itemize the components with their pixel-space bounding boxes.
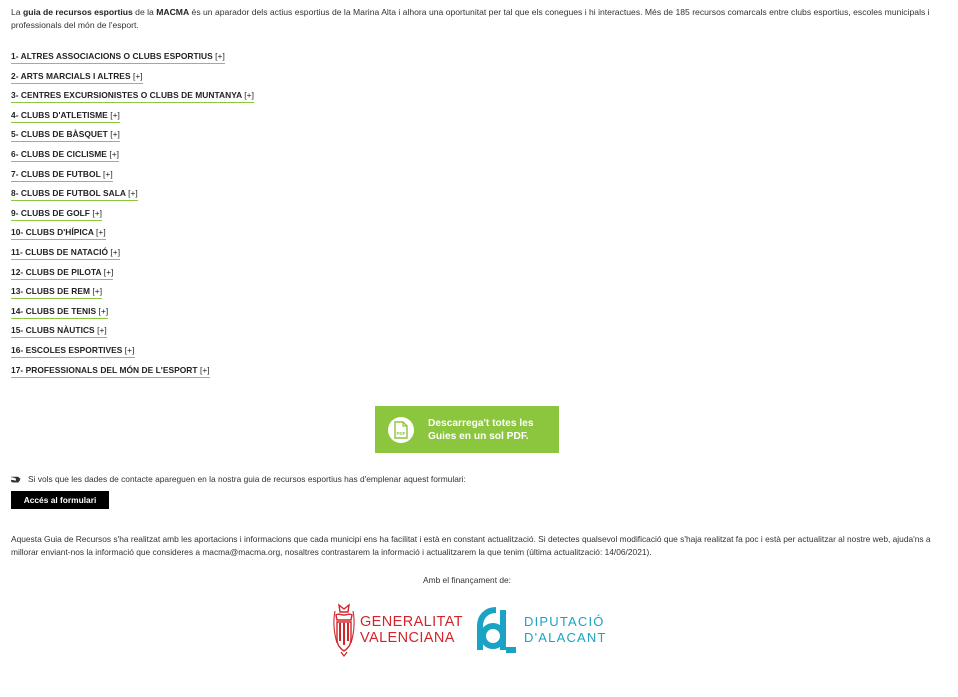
form-access-button[interactable]: Accés al formulari (11, 491, 109, 509)
expand-toggle[interactable]: [+] (103, 266, 114, 277)
category-item (11, 110, 254, 130)
footer-note: Aquesta Guia de Recursos s'ha realitzat amb les aportacions i informacions que cada municipi ens ha facilitat i està en constant actualització. Si detectes qualsevol modificació que s'haja realitzat fa poc i està per actualitzar al nostre web, ajuda'ns a millorar enviant-nos la informació que consideres a macma@macma.org, nosaltres contrastarem la informació i actualitzarem la que tenim (última actualització: 14/06/2021). (11, 534, 931, 557)
category-item (11, 188, 254, 208)
category-label: 8- CLUBS DE FUTBOL SALA (11, 188, 126, 199)
category-label: 14- CLUBS DE TENIS (11, 305, 97, 316)
category-link[interactable] (11, 365, 210, 378)
pointing-hand-icon (11, 475, 22, 483)
expand-toggle[interactable]: [+] (92, 207, 103, 218)
category-link[interactable] (11, 306, 108, 319)
category-label: 6- CLUBS DE CICLISME (11, 148, 107, 159)
generalitat-valenciana-logo (333, 603, 463, 657)
category-link[interactable] (11, 267, 113, 280)
category-link[interactable] (11, 110, 120, 123)
expand-toggle[interactable]: [+] (96, 227, 106, 238)
intro-guide-name: guia de recursos esportius (22, 7, 133, 17)
category-label: 11- CLUBS DE NATACIÓ (11, 246, 109, 257)
category-item (11, 129, 254, 149)
category-item (11, 90, 254, 110)
expand-toggle[interactable]: [+] (110, 129, 120, 140)
category-link[interactable] (11, 188, 138, 201)
category-label: 12- CLUBS DE PILOTA (11, 266, 102, 277)
pdf-document-icon (388, 417, 414, 443)
category-item (11, 365, 254, 385)
category-link[interactable] (11, 286, 102, 299)
category-link[interactable] (11, 227, 106, 240)
category-link[interactable] (11, 325, 107, 338)
category-label: 17- PROFESSIONALS DEL MÓN DE L'ESPORT (11, 364, 198, 375)
svg-text:PDF: PDF (396, 430, 406, 436)
category-item (11, 267, 254, 287)
expand-toggle[interactable]: [+] (110, 246, 121, 257)
category-label: 2- ARTS MARCIALS I ALTRES (11, 70, 131, 81)
diputacio-alacant-logo (476, 606, 607, 654)
category-item (11, 71, 254, 91)
category-link[interactable] (11, 90, 254, 103)
category-link[interactable] (11, 169, 113, 182)
category-link[interactable] (11, 51, 225, 64)
category-link[interactable] (11, 129, 120, 142)
category-label: 15- CLUBS NÀUTICS (11, 325, 95, 336)
category-link[interactable] (11, 71, 143, 84)
category-link[interactable] (11, 149, 119, 162)
category-label: 9- CLUBS DE GOLF (11, 207, 90, 218)
expand-toggle[interactable]: [+] (97, 325, 107, 336)
category-label: 13- CLUBS DE REM (11, 286, 90, 297)
download-pdf-button[interactable] (375, 406, 559, 453)
expand-toggle[interactable]: [+] (98, 305, 109, 316)
expand-toggle[interactable]: [+] (244, 90, 254, 101)
expand-toggle[interactable]: [+] (109, 148, 120, 159)
generalitat-valenciana-emblem-icon (333, 603, 355, 657)
expand-toggle[interactable]: [+] (92, 286, 103, 297)
category-item (11, 169, 254, 189)
category-item (11, 149, 254, 169)
expand-toggle[interactable]: [+] (110, 109, 120, 120)
category-label: 10- CLUBS D'HÍPICA (11, 227, 94, 238)
category-item (11, 325, 254, 345)
gva-line2: VALENCIANA (360, 630, 455, 646)
category-label: 1- ALTRES ASSOCIACIONS O CLUBS ESPORTIUS (11, 51, 213, 61)
expand-toggle[interactable]: [+] (215, 51, 225, 61)
category-link[interactable] (11, 208, 102, 221)
expand-toggle[interactable]: [+] (132, 70, 143, 81)
category-label: 7- CLUBS DE FUTBOL (11, 168, 101, 179)
download-pdf-label: Descarrega't totes les Guies en un sol PDF. (428, 417, 534, 442)
diputacio-a-emblem-icon (476, 606, 518, 654)
category-link[interactable] (11, 247, 120, 260)
category-label: 16- ESCOLES ESPORTIVES (11, 344, 123, 355)
category-list (11, 51, 254, 384)
category-label: 3- CENTRES EXCURSIONISTES O CLUBS DE MUNTANYA (11, 90, 242, 101)
category-label: 5- CLUBS DE BÀSQUET (11, 129, 108, 140)
category-item (11, 286, 254, 306)
intro-org-name: MACMA (156, 7, 190, 17)
category-item (11, 208, 254, 228)
category-label: 4- CLUBS D'ATLETISME (11, 109, 108, 120)
gva-line1: GENERALITAT (360, 614, 463, 630)
category-link[interactable] (11, 345, 135, 358)
dip-line2: D'ALACANT (524, 630, 607, 645)
intro-paragraph: La guia de recursos esportius de la MACMA és un aparador dels actius esportius de la Marina Alta i alhora una oportunitat per tal que els conegues i hi interactues. Més de 185 recursos comarcals entre clubs esportius, escoles municipals i professionals del món de l'esport. (11, 7, 930, 30)
expand-toggle[interactable]: [+] (124, 344, 135, 355)
form-note: Si vols que les dades de contacte apareguen en la nostra guia de recursos esportius has d'emplenar aquest formulari: (11, 474, 466, 484)
category-item (11, 306, 254, 326)
funding-label: Amb el finançament de: (423, 575, 511, 585)
category-item (11, 345, 254, 365)
expand-toggle[interactable]: [+] (199, 364, 210, 375)
expand-toggle[interactable]: [+] (103, 168, 113, 179)
expand-toggle[interactable]: [+] (128, 188, 138, 199)
category-item (11, 247, 254, 267)
dip-line1: DIPUTACIÓ (524, 614, 605, 629)
category-item (11, 51, 254, 71)
category-item (11, 227, 254, 247)
